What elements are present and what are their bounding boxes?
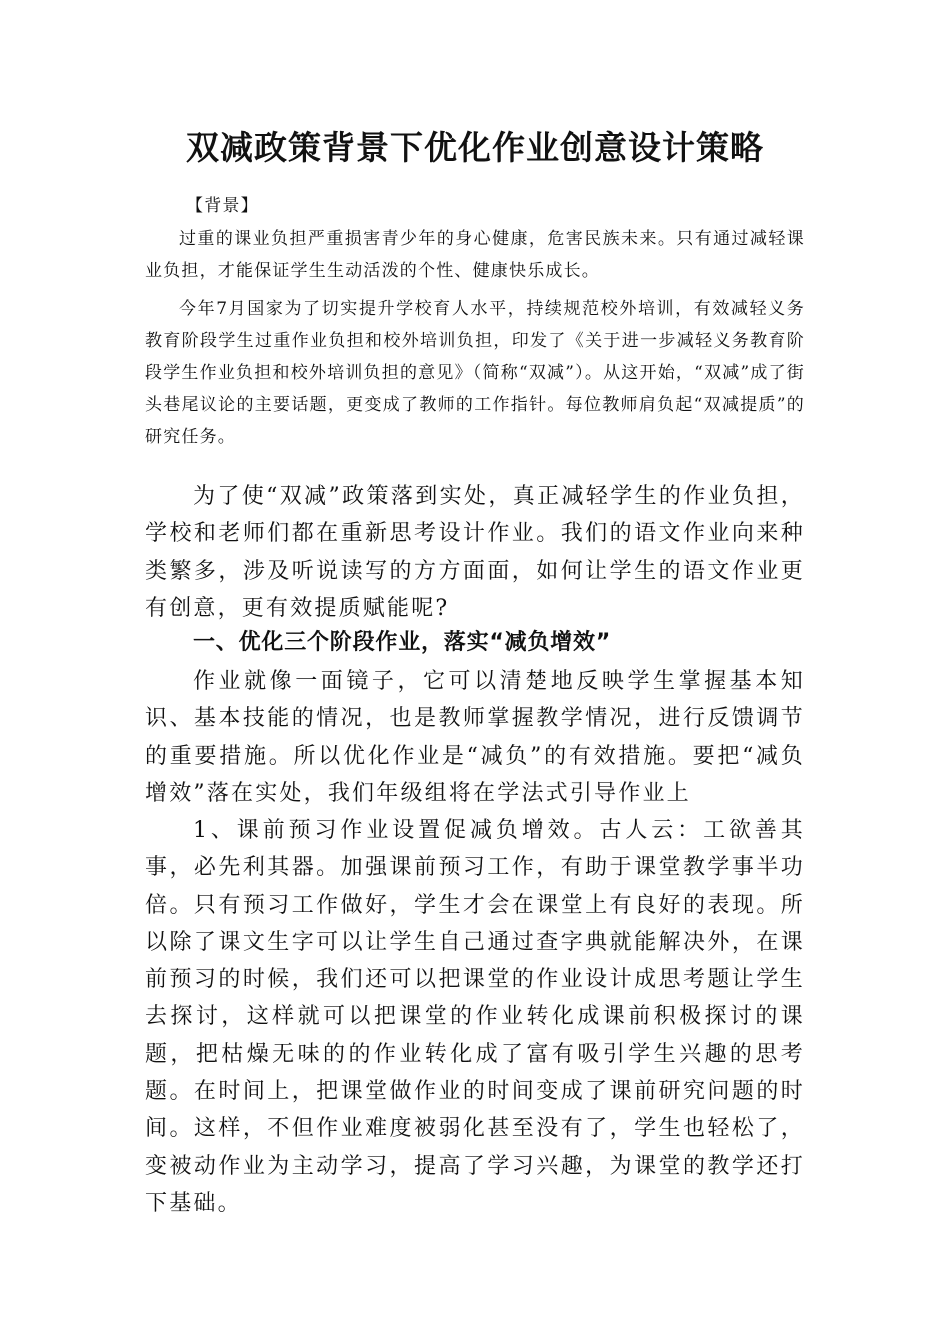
- section-paragraph-1: 作业就像一面镜子，它可以清楚地反映学生掌握基本知识、基本技能的情况，也是教师掌握教学情况，进行反馈调节的重要措施。所以优化作业是“减负”的有效措施。要把“减负增效”落在实处，我们年级组将在学法式引导作业上: [145, 669, 805, 806]
- document-title: 双减政策背景下优化作业创意设计策略: [186, 128, 764, 167]
- section-label: 【背景】: [186, 196, 259, 216]
- section-paragraph-2: 1、课前预习作业设置促减负增效。古人云：工欲善其事，必先利其器。加强课前预习工作，有助于课堂教学事半功倍。只有预习工作做好，学生才会在课堂上有良好的表现。所以除了课文生字可以让学生自己通过查字典就能解决外，在课前预习的时候，我们还可以把课堂的作业设计成思考题让学生去探讨，这样就可以把课堂的作业转化成课前积极探讨的课题，把枯燥无味的的作业转化成了富有吸引学生兴趣的思考题。在时间上，把课堂做作业的时间变成了课前研究问题的时间。这样，不但作业难度被弱化甚至没有了，学生也轻松了，变被动作业为主动学习，提高了学习兴趣，为课堂的教学还打下基础。: [145, 818, 805, 1216]
- intro-paragraph-3: 为了使“双减”政策落到实处，真正减轻学生的作业负担，学校和老师们都在重新思考设计作业。我们的语文作业向来种类繁多，涉及听说读写的方方面面，如何让学生的语文作业更有创意，更有效提质赋能呢?: [145, 484, 805, 621]
- section-heading-1: 一、优化三个阶段作业，落实“减负增效”: [193, 630, 612, 655]
- intro-paragraph-1: 过重的课业负担严重损害青少年的身心健康，危害民族未来。只有通过减轻课业负担，才能保证学生生动活泼的个性、健康快乐成长。: [145, 229, 805, 281]
- intro-paragraph-2: 今年7月国家为了切实提升学校育人水平，持续规范校外培训，有效减轻义务教育阶段学生过重作业负担和校外培训负担，印发了《关于进一步减轻义务教育阶段学生作业负担和校外培训负担的意见》（简称“双减”）。从这开始，“双减”成了街头巷尾议论的主要话题，更变成了教师的工作指针。每位教师肩负起“双减提质”的研究任务。: [145, 299, 805, 447]
